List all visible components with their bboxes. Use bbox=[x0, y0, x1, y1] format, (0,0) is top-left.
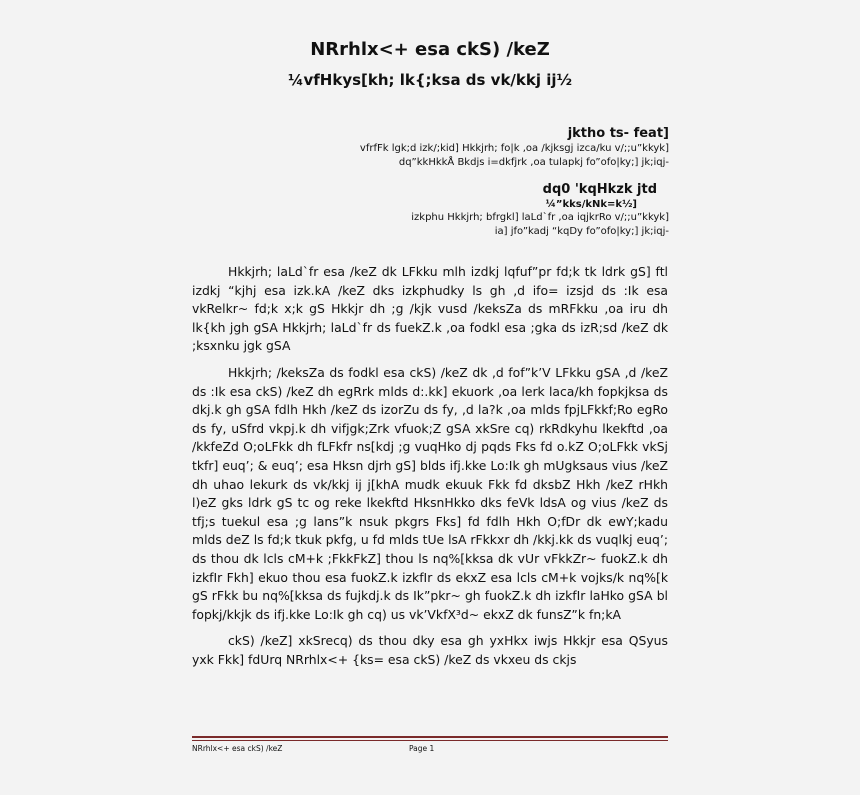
body-paragraph: Hkkjrh; /keksZa ds fodkl esa ckS) /keZ dk ,d fof”k’V LFkku gSA ,d /keZ ds :Ik esa ckS) /keZ dh egRrk mlds d:.kk] ekuork ,oa lerk laca/kh fopkjksa ds dkj.k gh gSA fdlh Hkh /keZ ds izorZu ds fy, ,d la?k ,oa mlds fpjLFkkf;Ro egRo ds fy, uSfrd vkpj.k dh vifjgk;Zrk vfuok;Z gSA xkSre cq) rkRdkyhu lkekftd ,oa /kkfeZd O;oLFkk dh fLFkfr ns[kdj ;g vuqHko dj pqds Fks fd o.kZ O;oLFkk vkSj tkfr] euq’; & euq’; esa Hksn djrh gS] blds ifj.kke Lo:Ik gh mUgksaus vius /keZ dh uhao lekurk ds vk/kkj ij j[khA mudk ekuuk Fkk fd dksbZ Hkh /keZ rHkh l)eZ gks ldrk gS tc og reke lkekftd HksnHkko dks feVk ldsA og vius /keZ ds tfj;s tuekul esa ;g lans”k nsuk pkgrs Fks] fd fdlh Hkh O;fDr dk ewY;kadu mlds deZ ls fd;k tkuk pkfg, u fd mlds tUe lsA rFkkxr dh /kkj.kk ds vuqlkj euq’; ds thou dk lcls cM+k ;FkkFkZ] thou ls nq%[kksa dk vUr vFkkZr~ fuokZ.k dh izkfIr Fkh] ekuo thou esa fuokZ.k izkfIr ds ekxZ esa lcls cM+k vojks/k nq%[k gS rFkk bu nq%[kksa ds fujkdj.k ds Ik”pkr~ gh fuokZ.k dh izkfIr laHko gSA bl fopkj/kkjk ds ifj.kke Lo:Ik gh cq) us vk’VkfX³d~ ekxZ dk funsZ”k fn;kA bbox=[192, 364, 668, 622]
author-name: jktho ts- feat] bbox=[567, 126, 669, 141]
body-paragraph: ckS) /keZ] xkSrecq) ds thou dky esa gh yxHkx iwjs Hkkjr esa QSyus yxk Fkk] fdUrq NRrhlx<+ {ks= esa ckS) /keZ ds vkxeu ds ckjs bbox=[192, 633, 668, 667]
footer-rule-thin bbox=[192, 740, 668, 741]
author-affiliation-line: vfrfFk lgk;d izk/;kid] Hkkjrh; fo|k ,oa /kjksgj izca/ku v/;;u”kkyk] bbox=[359, 143, 669, 154]
footer-running-title: NRrhlx<+ esa ckS) /keZ bbox=[192, 744, 283, 753]
author-affiliation-line: izkphu Hkkjrh; bfrgkl] laLd`fr ,oa iqjkrRo v/;;u”kkyk] bbox=[411, 212, 669, 223]
author-affiliation-line: dq”kkHkkÅ Bkdjs i=dkfjrk ,oa tulapkj fo”ofo|ky;] jk;iqj- bbox=[398, 157, 669, 168]
author-block-1 bbox=[360, 126, 669, 170]
document-title: NRrhlx<+ esa ckS) /keZ bbox=[310, 39, 550, 60]
body-paragraph: Hkkjrh; laLd`fr esa /keZ dk LFkku mlh izdkj lqfuf”pr fd;k tk ldrk gS] ftl izdkj “kjhj esa izk.kA /keZ dks izkphudky ls gh ,d ifo= izsjd ds :Ik esa vkRelkr~ fd;k x;k gS Hkkjr dh ;g /kjk vusd /keksZa ds mRFkku ,oa iru dh lk{kh jgh gSA Hkkjrh; laLd`fr ds fuekZ.k ,oa fodkl esa ;gka ds izR;sd /keZ dk ;ksxnku jgk gSA bbox=[192, 264, 668, 354]
author-affiliation-line: ia] jfo”kadj “kqDy fo”ofo|ky;] jk;iqj- bbox=[494, 226, 669, 237]
author-name: dq0 'kqHkzk jtd bbox=[542, 182, 657, 197]
author-subtitle: ¼”kks/kNk=k½] bbox=[545, 199, 637, 210]
footer-rule bbox=[192, 736, 668, 738]
footer-page-number: Page 1 bbox=[409, 744, 435, 753]
author-block-2 bbox=[411, 182, 669, 239]
document-subtitle: ¼vfHkys[kh; lk{;ksa ds vk/kkj ij½ bbox=[287, 71, 573, 89]
body-text bbox=[192, 263, 668, 677]
